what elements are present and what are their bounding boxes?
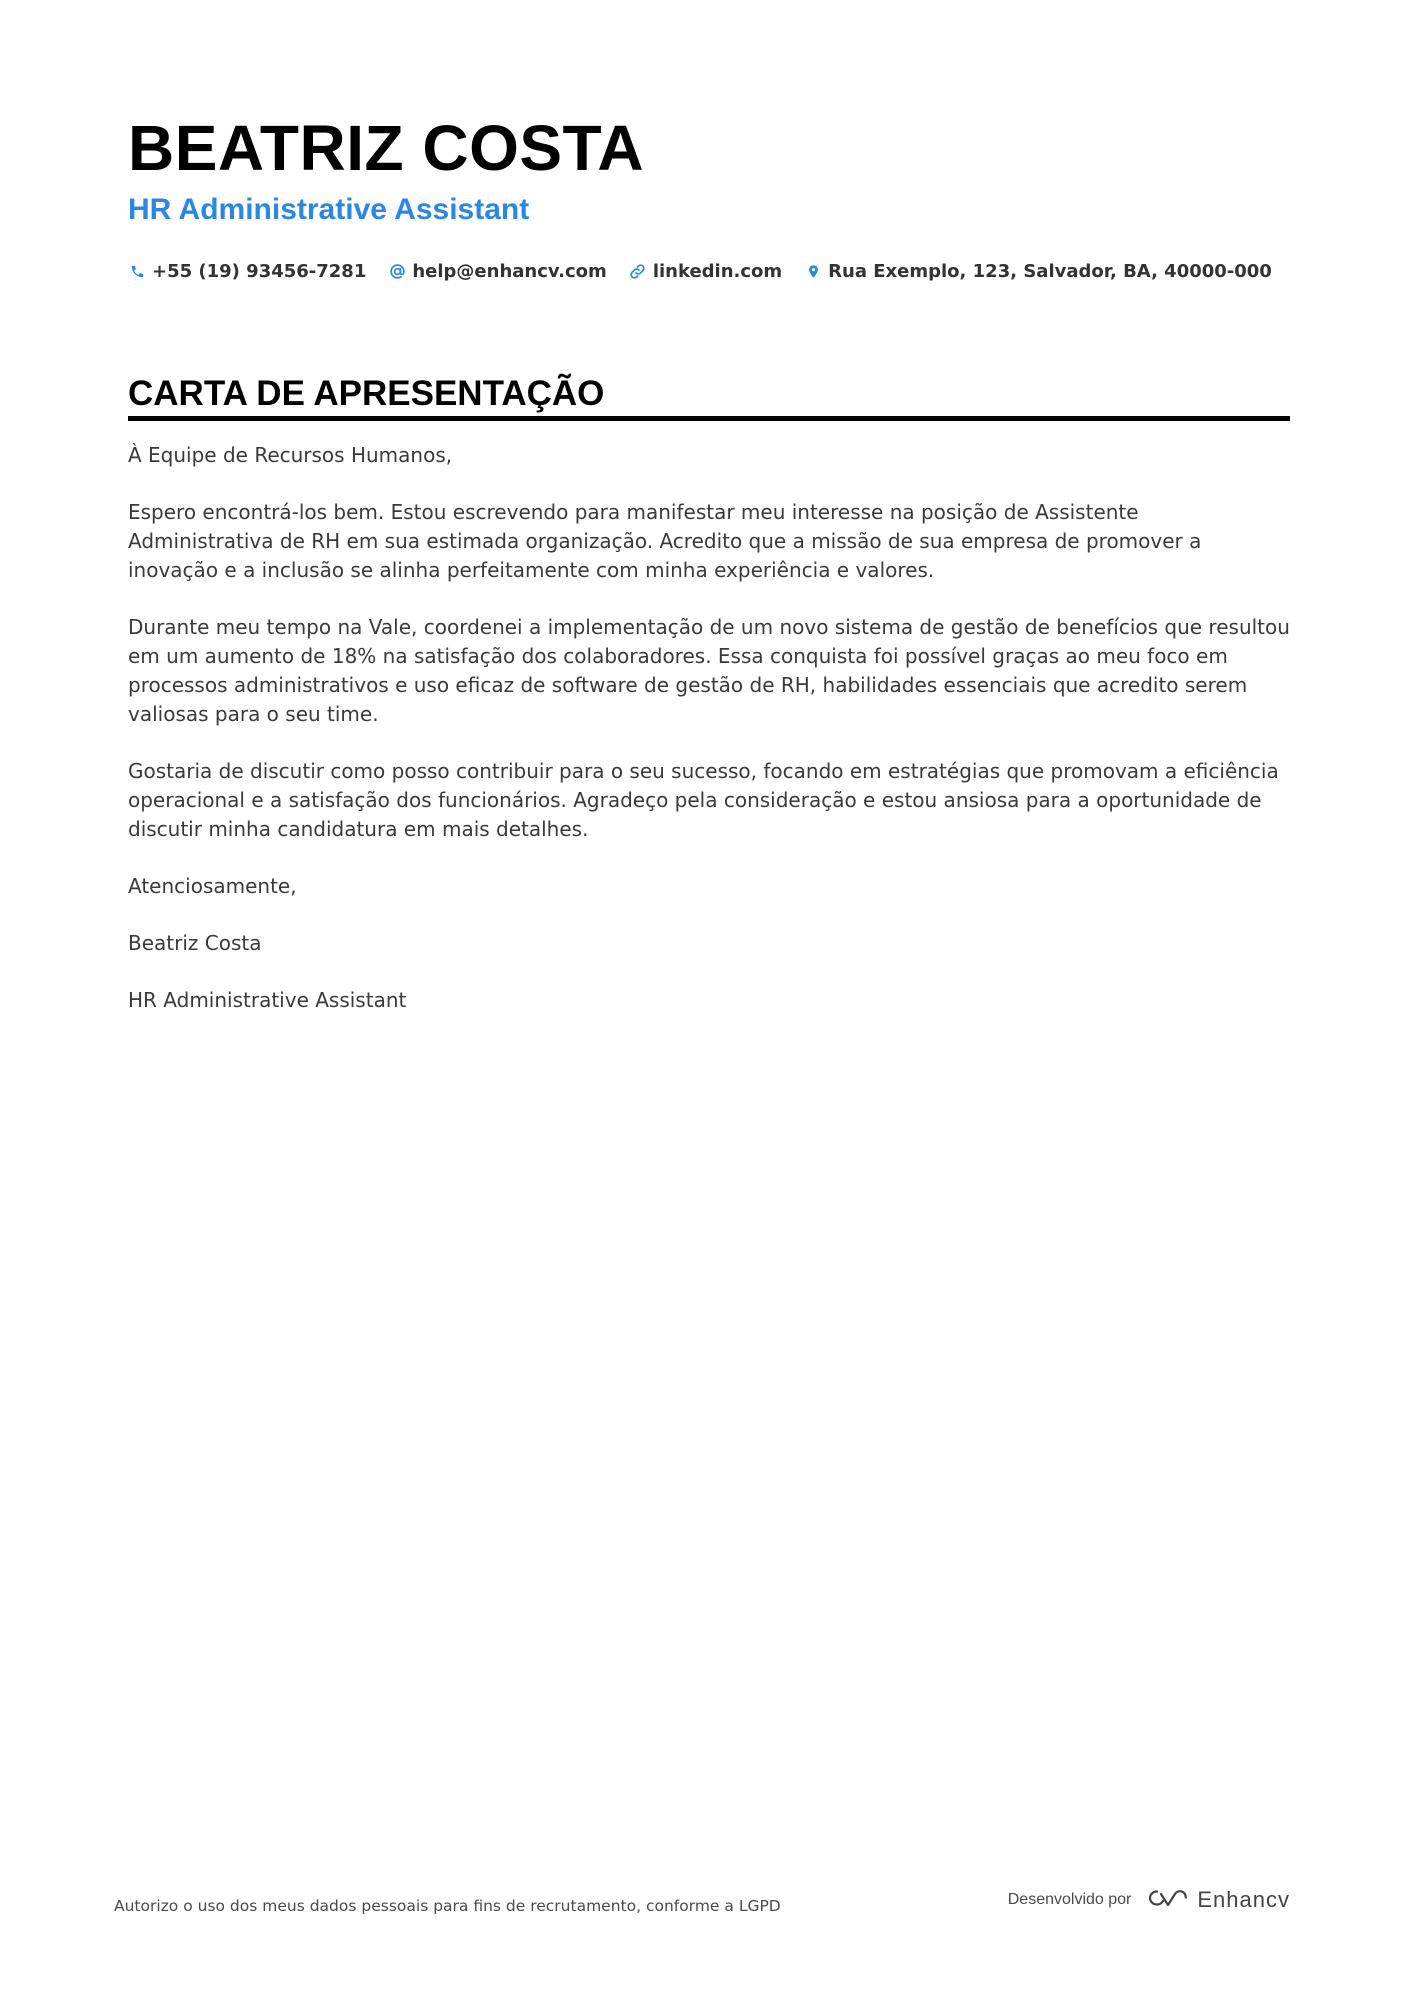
powered-by-label: Desenvolvido por: [1007, 1891, 1132, 1908]
signature-title: HR Administrative Assistant: [128, 988, 407, 1012]
letter-body: [128, 441, 1290, 1015]
section-title: CARTA DE APRESENTAÇÃO: [128, 374, 605, 413]
linkedin-text[interactable]: linkedin.com: [652, 260, 783, 282]
letter-paragraph: Gostaria de discutir como posso contribuir para o seu sucesso, focando em estratégias que promovam a eficiência operacional e a satisfação dos funcionários. Agradeço pela consideração e estou ansiosa para a oportunidade de discutir minha candidatura em mais detalhes.: [128, 759, 1279, 841]
location-pin-icon: [804, 262, 822, 280]
brand-name: Enhancv: [1197, 1887, 1290, 1912]
consent-note: Autorizo o uso dos meus dados pessoais para fins de recrutamento, conforme a LGPD: [114, 1897, 781, 1915]
address-text: Rua Exemplo, 123, Salvador, BA, 40000-000: [828, 260, 1272, 282]
phone-icon: [128, 262, 146, 280]
letter-salutation: À Equipe de Recursos Humanos,: [128, 443, 453, 467]
letter-paragraph: Espero encontrá-los bem. Estou escrevendo para manifestar meu interesse na posição de Assistente Administrativa de RH em sua estimada organização. Acredito que a missão de sua empresa de promover a inovação e a inclusão se alinha perfeitamente com minha experiência e valores.: [128, 500, 1202, 582]
candidate-name: BEATRIZ COSTA: [128, 112, 645, 184]
phone-text[interactable]: +55 (19) 93456-7281: [152, 260, 367, 282]
contact-email: [388, 261, 606, 282]
contact-phone: [128, 261, 366, 282]
signature-name: Beatriz Costa: [128, 931, 262, 955]
contact-bar: [128, 254, 1290, 288]
contact-linkedin: [629, 261, 782, 282]
letter-paragraph: Durante meu tempo na Vale, coordenei a implementação de um novo sistema de gestão de benefícios que resultou em um aumento de 18% na satisfação dos colaboradores. Essa conquista foi possível graças ao meu foco em processos administrativos e uso eficaz de software de gestão de RH, habilidades essenciais que acredito serem valiosas para o seu time.: [128, 615, 1290, 726]
email-text[interactable]: help@enhancv.com: [412, 260, 607, 282]
letter-closing: Atenciosamente,: [128, 874, 297, 898]
at-icon: [388, 262, 406, 280]
candidate-role: HR Administrative Assistant: [128, 193, 530, 226]
contact-address: [804, 261, 1272, 282]
section-divider: [128, 416, 1290, 421]
enhancv-logo-icon: [1143, 1886, 1189, 1914]
link-icon: [629, 262, 647, 280]
cover-letter-page: [128, 110, 1290, 1043]
powered-by[interactable]: [1008, 1886, 1290, 1914]
